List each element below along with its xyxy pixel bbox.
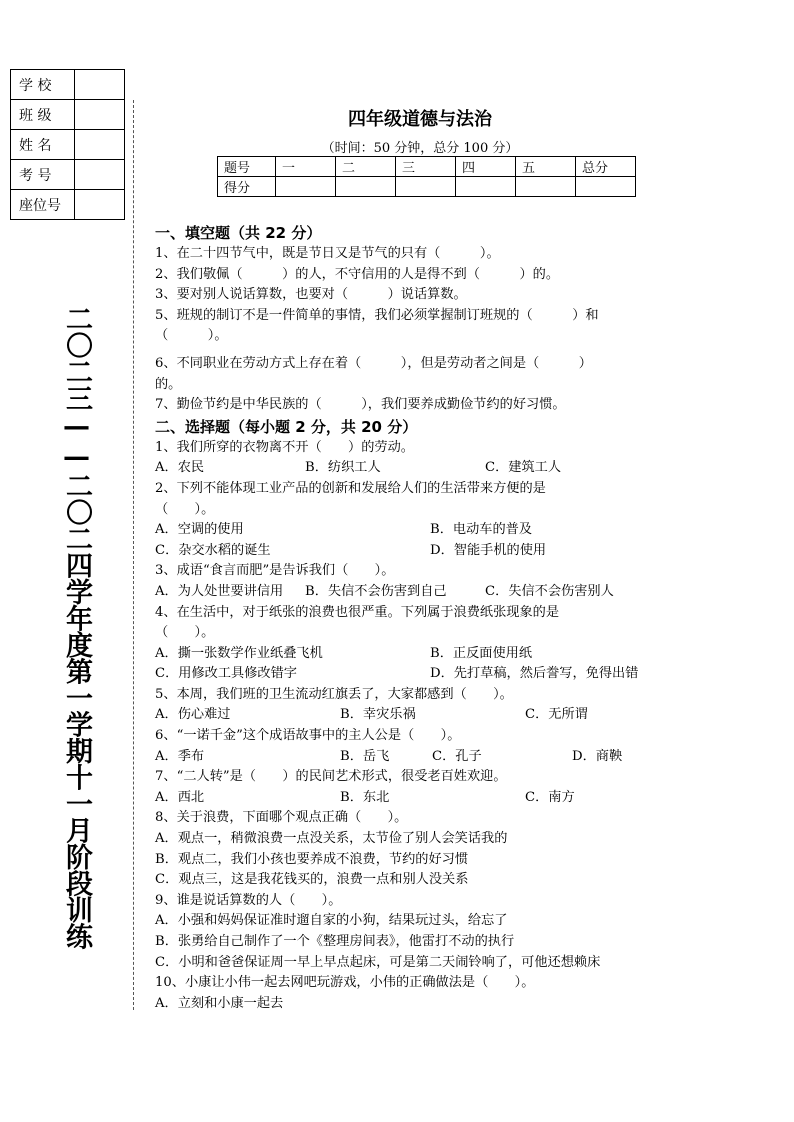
choice-question [155, 603, 700, 685]
student-info-label: 座位号 [11, 190, 75, 220]
answer-option[interactable]: C．小明和爸爸保证周一早上早点起床，可是第二天闹铃响了，可他还想赖床 [155, 954, 601, 970]
answer-option[interactable]: B．岳飞 [340, 748, 390, 764]
option-row [155, 541, 700, 562]
student-info-row [11, 100, 125, 130]
choice-question [155, 973, 700, 1014]
option-row [155, 911, 700, 932]
question-stem: 6、“一诺千金”这个成语故事中的主人公是（ ）。 [155, 728, 461, 744]
fill-blank-line: 1、在二十四节气中，既是节日又是节气的只有（ ）。 [155, 246, 500, 261]
answer-option[interactable]: C．观点三，这是我花钱买的，浪费一点和别人没关系 [155, 872, 469, 888]
answer-option[interactable]: A．季布 [155, 748, 205, 764]
option-row [155, 458, 700, 479]
choice-question [155, 726, 700, 767]
choice-question [155, 479, 700, 561]
option-row [155, 994, 700, 1015]
fill-blank-line: 的。 [155, 376, 182, 392]
section-choice-heading: 二、选择题（每小题 2 分，共 20 分） [155, 417, 418, 436]
score-header-cell: 总分 [576, 157, 636, 177]
option-row [155, 829, 700, 850]
choice-question [155, 891, 700, 973]
student-info-value-cell[interactable] [75, 130, 125, 160]
choice-question [155, 561, 700, 602]
score-table-score-row [218, 177, 636, 197]
question-stem: 3、成语“食言而肥”是告诉我们（ ）。 [155, 563, 395, 579]
question-stem: 4、在生活中，对于纸张的浪费也很严重。下列属于浪费纸张现象的是 [155, 604, 560, 620]
score-header-cell: 四 [456, 157, 516, 177]
student-info-row [11, 130, 125, 160]
answer-option[interactable]: A．观点一，稍微浪费一点没关系，太节俭了别人会笑话我的 [155, 831, 508, 847]
option-row [155, 664, 700, 685]
answer-option[interactable]: B．电动车的普及 [430, 522, 533, 538]
student-info-value-cell[interactable] [75, 70, 125, 100]
student-info-row [11, 190, 125, 220]
answer-option[interactable]: C．孔子 [432, 748, 482, 764]
answer-option[interactable]: B．纺织工人 [305, 460, 381, 476]
answer-option[interactable]: D．智能手机的使用 [430, 542, 547, 558]
choice-question [155, 685, 700, 726]
answer-option[interactable]: A．空调的使用 [155, 522, 244, 538]
exam-subtitle: （时间：50 分钟，总分 100 分） [321, 141, 519, 156]
fill-blank-line: 7、勤俭节约是中华民族的（ ），我们要养成勤俭节约的好习惯。 [155, 397, 566, 413]
option-row [155, 747, 700, 768]
score-entry-cell[interactable] [276, 177, 336, 197]
question-stem: （ ）。 [155, 501, 215, 517]
binding-dashed-line [133, 100, 134, 1010]
option-row [155, 644, 700, 665]
student-info-label: 班 级 [11, 100, 75, 130]
exam-content [155, 222, 700, 1014]
option-row [155, 870, 700, 891]
student-info-table [10, 69, 125, 220]
student-info-label: 学 校 [11, 70, 75, 100]
question-stem: 8、关于浪费，下面哪个观点正确（ ）。 [155, 810, 408, 826]
answer-option[interactable]: A．西北 [155, 789, 205, 805]
choice-question [155, 438, 700, 479]
score-entry-cell[interactable] [456, 177, 516, 197]
score-row-label: 得分 [218, 177, 276, 197]
score-header-cell: 二 [336, 157, 396, 177]
answer-option[interactable]: A．撕一张数学作业纸叠飞机 [155, 645, 323, 661]
option-row [155, 788, 700, 809]
score-header-cell: 三 [396, 157, 456, 177]
question-stem: 10、小康让小伟一起去网吧玩游戏，小伟的正确做法是（ ）。 [155, 975, 535, 991]
student-info-label: 姓 名 [11, 130, 75, 160]
score-header-cell: 五 [516, 157, 576, 177]
answer-option[interactable]: C．用修改工具修改错字 [155, 666, 297, 682]
answer-option[interactable]: B．正反面使用纸 [430, 645, 533, 661]
option-row [155, 932, 700, 953]
score-table-header-row [218, 157, 636, 177]
student-info-value-cell[interactable] [75, 160, 125, 190]
answer-option[interactable]: D．商鞅 [572, 748, 623, 764]
option-row [155, 582, 700, 603]
binding-side-title: 二〇二三——二〇二四学年度第一学期十一月阶段训练 [61, 305, 92, 949]
page-title: 四年级道德与法治 [348, 109, 492, 130]
answer-option[interactable]: C．失信不会伤害别人 [485, 583, 614, 599]
option-row [155, 850, 700, 871]
answer-option[interactable]: B．东北 [340, 789, 390, 805]
section-fill-blank-heading: 一、填空题（共 22 分） [155, 224, 322, 242]
section-choice [155, 438, 700, 1015]
answer-option[interactable]: B．幸灾乐祸 [340, 707, 416, 723]
answer-option[interactable]: C．无所谓 [525, 707, 588, 723]
fill-blank-line: 5、班规的制订不是一件简单的事情，我们必须掌握制订班规的（ ）和 [155, 307, 599, 323]
score-table [217, 156, 636, 197]
question-stem: （ ）。 [155, 625, 215, 641]
answer-option[interactable]: A．为人处世要讲信用 [155, 583, 284, 599]
score-header-cell: 题号 [218, 157, 276, 177]
question-stem: 9、谁是说话算数的人（ ）。 [155, 892, 342, 908]
score-entry-cell[interactable] [516, 177, 576, 197]
score-entry-cell[interactable] [396, 177, 456, 197]
option-row [155, 705, 700, 726]
option-row [155, 953, 700, 974]
score-entry-cell[interactable] [336, 177, 396, 197]
question-stem: 1、我们所穿的衣物离不开（ ）的劳动。 [155, 439, 414, 455]
answer-option[interactable]: A．小强和妈妈保证准时遛自家的小狗，结果玩过头，给忘了 [155, 913, 508, 929]
score-entry-cell[interactable] [576, 177, 636, 197]
answer-option[interactable]: A．伤心难过 [155, 707, 231, 723]
answer-option[interactable]: A．农民 [155, 460, 205, 476]
answer-option[interactable]: B．观点二，我们小孩也要养成不浪费，节约的好习惯 [155, 851, 469, 867]
score-header-cell: 一 [276, 157, 336, 177]
answer-option[interactable]: C．建筑工人 [485, 460, 562, 476]
fill-blank-line: 2、我们敬佩（ ）的人，不守信用的人是得不到（ ）的。 [155, 266, 560, 282]
answer-option[interactable]: B．张勇给自己制作了一个《整理房间表》，他雷打不动的执行 [155, 934, 515, 949]
student-info-row [11, 160, 125, 190]
question-stem: 2、下列不能体现工业产品的创新和发展给人们的生活带来方便的是 [155, 480, 546, 496]
choice-question [155, 808, 700, 890]
answer-option[interactable]: C．南方 [525, 789, 575, 805]
student-info-value-cell[interactable] [75, 190, 125, 220]
question-stem: 7、“二人转”是（ ）的民间艺术形式，很受老百姓欢迎。 [155, 769, 507, 785]
answer-option[interactable]: A．立刻和小康一起去 [155, 995, 284, 1011]
fill-blank-line: 3、要对别人说话算数，也要对（ ）说话算数。 [155, 287, 467, 303]
student-info-label: 考 号 [11, 160, 75, 190]
answer-option[interactable]: C．杂交水稻的诞生 [155, 542, 271, 558]
choice-question [155, 767, 700, 808]
answer-option[interactable]: B．失信不会伤害到自己 [305, 583, 447, 599]
answer-option[interactable]: D．先打草稿，然后誊写，免得出错 [430, 666, 639, 682]
fill-blank-line: （ ）。 [155, 328, 228, 344]
student-info-value-cell[interactable] [75, 100, 125, 130]
question-stem: 5、本周，我们班的卫生流动红旗丢了，大家都感到（ ）。 [155, 686, 513, 702]
student-info-row [11, 70, 125, 100]
option-row [155, 520, 700, 541]
section-fill-blank [155, 244, 700, 416]
fill-blank-line: 6、不同职业在劳动方式上存在着（ ），但是劳动者之间是（ ） [155, 355, 592, 371]
